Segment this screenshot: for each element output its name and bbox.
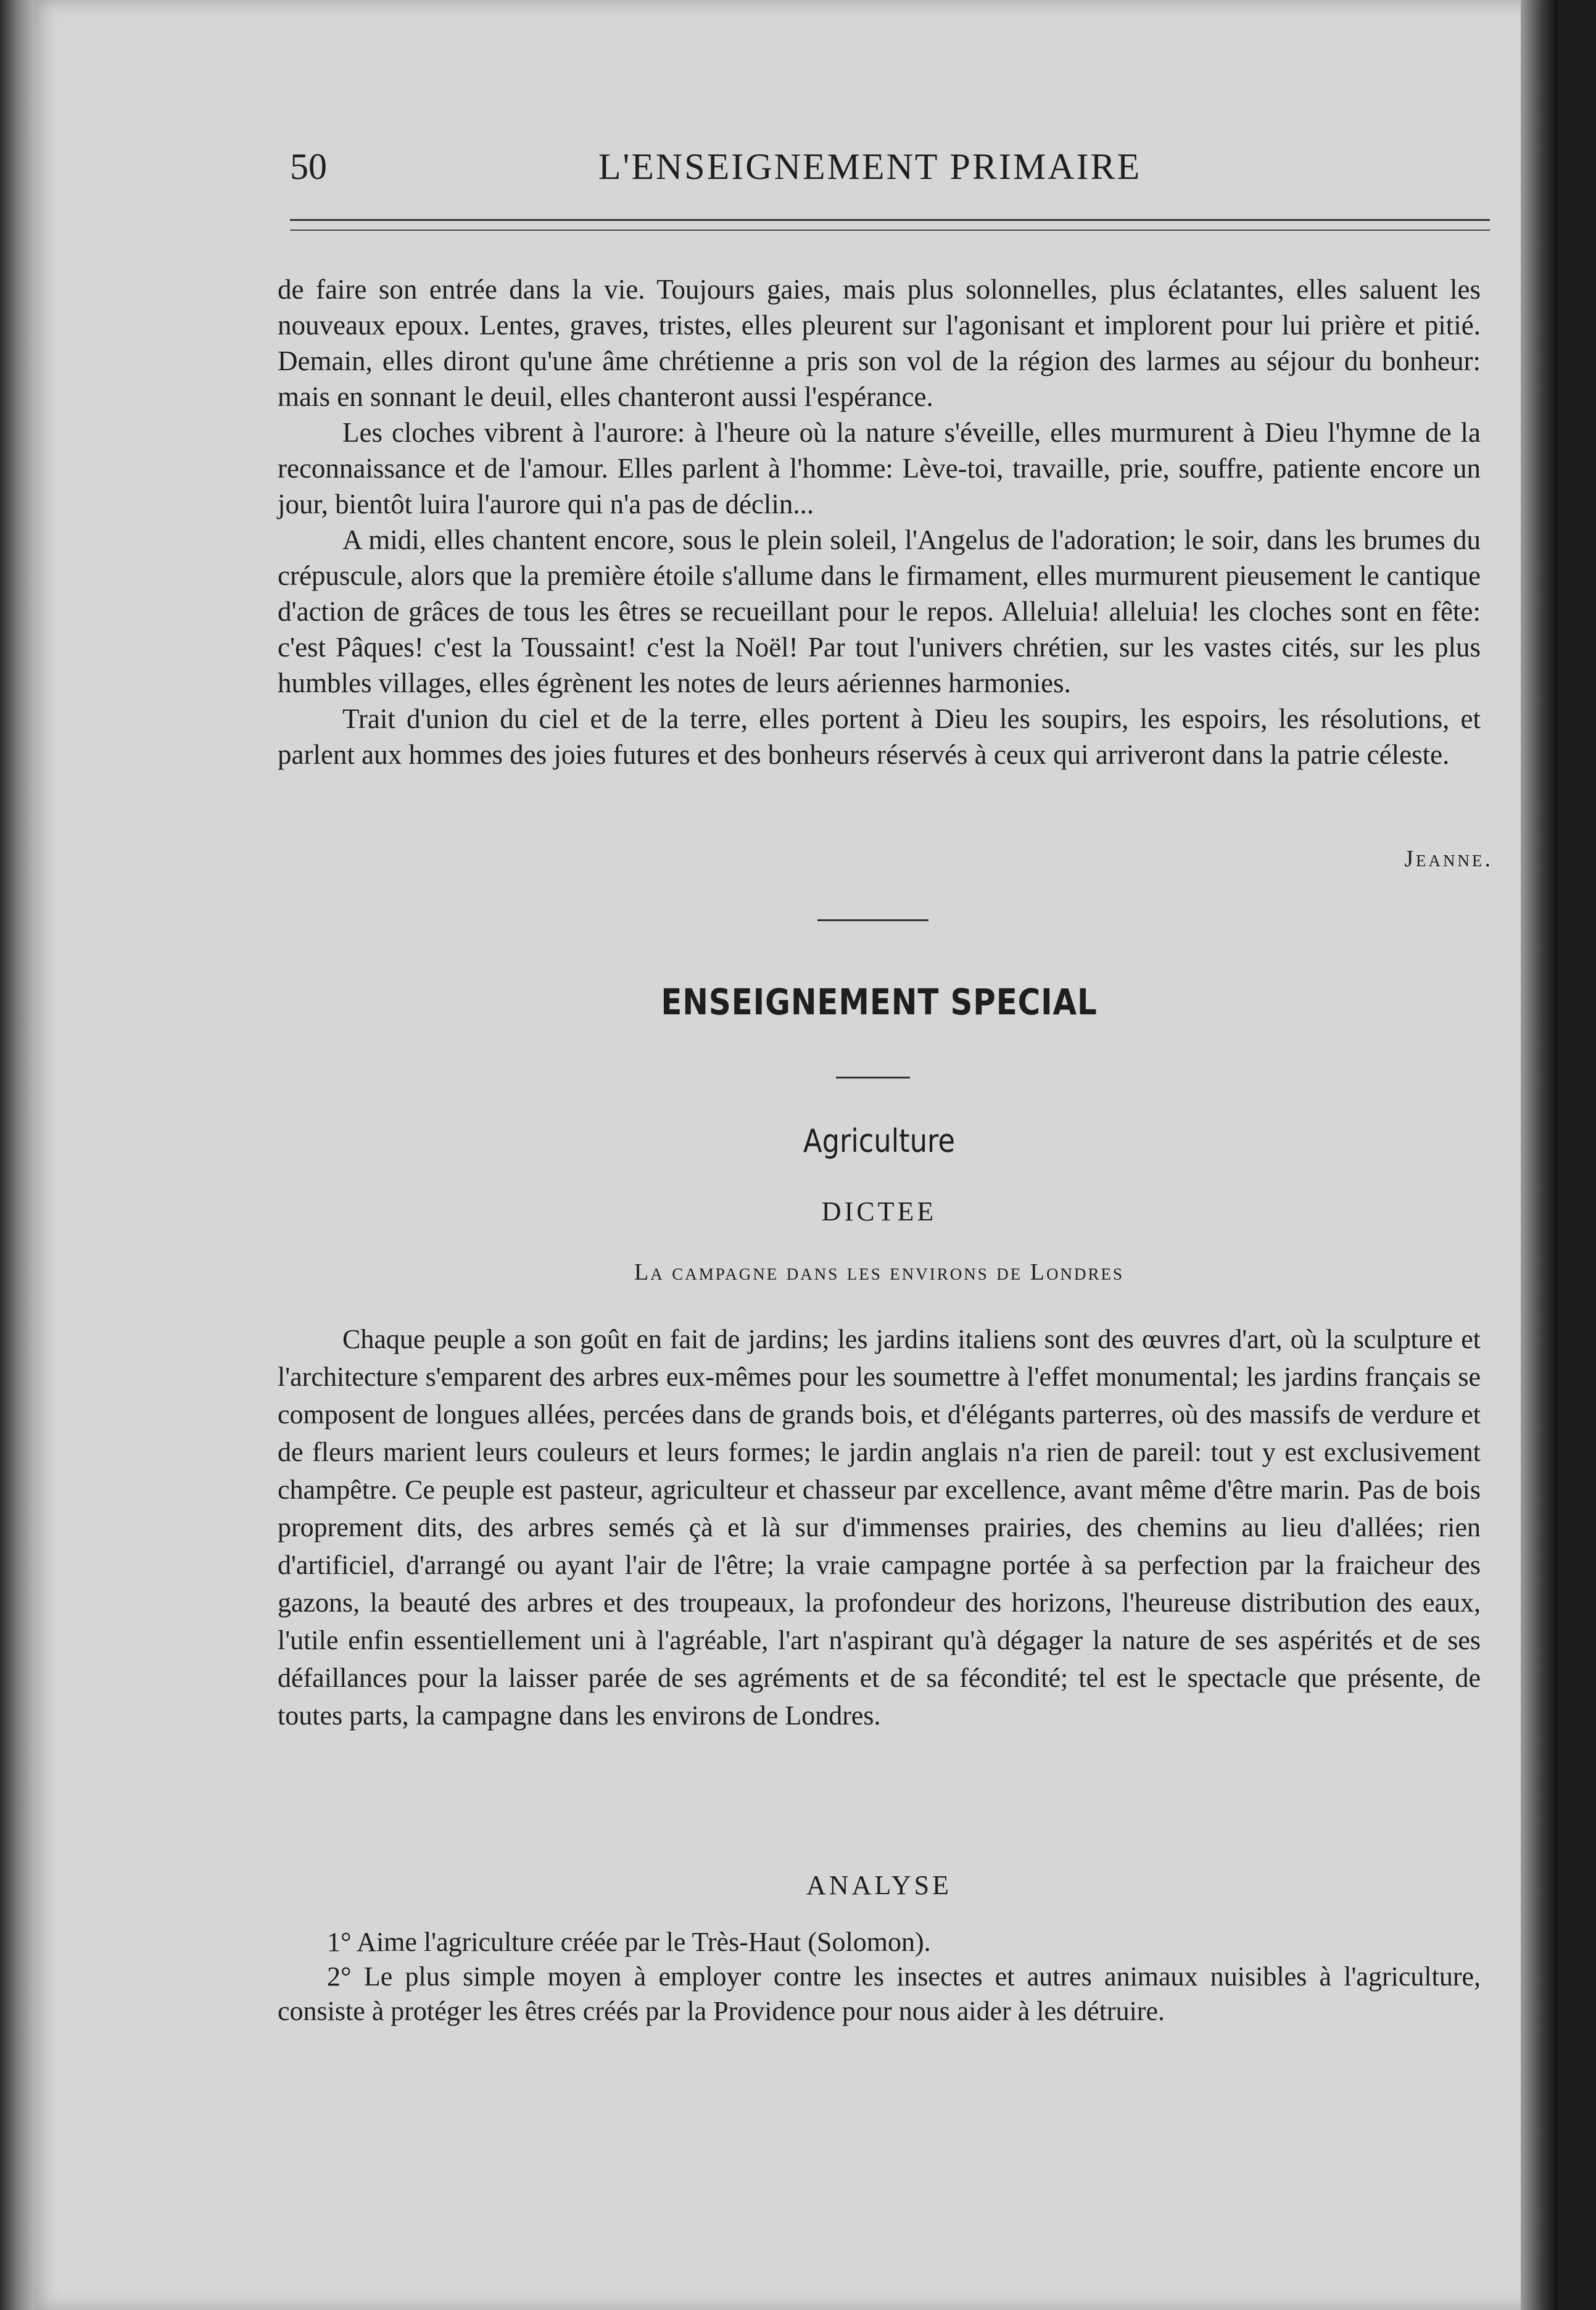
list-item: 1° Aime l'agriculture créée par le Très-Haut (Solomon). — [327, 1927, 931, 1957]
page-header — [259, 142, 1481, 197]
separator-rule — [817, 919, 928, 921]
section-subtitle: Agriculture — [803, 1123, 955, 1160]
separator-rule — [836, 1077, 910, 1078]
dictation-label: DICTEE — [821, 1196, 937, 1227]
signature: Jeanne. — [1404, 846, 1493, 872]
analysis-list — [278, 1925, 1481, 2029]
list-item: 2° Le plus simple moyen à employer contre les insectes et autres animaux nuisibles à l'agriculture, consiste à protéger les êtres créés par la Providence pour nous aider à les détruire. — [278, 1961, 1481, 2026]
scan-border-left — [0, 0, 37, 2310]
running-title: L'ENSEIGNEMENT PRIMAIRE — [598, 146, 1142, 187]
paragraph: de faire son entrée dans la vie. Toujours gaies, mais plus solonnelles, plus éclatantes, elles saluent les nouveaux epoux. Lentes, graves, tristes, elles pleurent sur l'agonisant et implorent pour lui prière et pitié. Demain, elles diront qu'une âme chrétienne a pris son vol de la région des larmes au séjour du bonheur: mais en sonnant le deuil, elles chanteront aussi l'espérance. — [278, 274, 1481, 412]
analysis-label: ANALYSE — [806, 1870, 952, 1900]
paragraph: A midi, elles chantent encore, sous le plein soleil, l'Angelus de l'adoration; le soir, dans les brumes du crépuscule, alors que la première étoile s'allume dans le firmament, elles murmurent pieusement le cantique d'action de grâces de tous les êtres se recueillant pour le repos. Alleluia! alleluia! les cloches sont en fête: c'est Pâques! c'est la Toussaint! c'est la Noël! Par tout l'univers chrétien, sur les vastes cités, sur les plus humbles villages, elles égrènent les notes de leurs aériennes harmonies. — [278, 524, 1481, 698]
dictation-title: La campagne dans les environs de Londres — [634, 1259, 1124, 1285]
page-number: 50 — [290, 146, 327, 187]
intro-text — [278, 271, 1481, 772]
book-spine — [1521, 0, 1558, 2310]
header-rule — [290, 219, 1490, 231]
paragraph: Chaque peuple a son goût en fait de jardins; les jardins italiens sont des œuvres d'art, où la sculpture et l'architecture s'emparent des arbres eux-mêmes pour les soumettre à l'effet monumental; les jardins français se composent de longues allées, percées dans de grands bois, et d'élégants parterres, où des massifs de verdure et de fleurs marient leurs couleurs et leurs formes; le jardin anglais n'a rien de pareil: tout y est exclusivement champêtre. Ce peuple est pasteur, agriculteur et chasseur par excellence, avant même d'être marin. Pas de bois proprement dits, des arbres semés çà et là sur d'immenses prairies, des chemins au lieu d'allées; rien d'artificiel, d'arrangé ou ayant l'air de l'être; la vraie campagne portée à sa perfection par la fraicheur des gazons, la beauté des arbres et des troupeaux, la profondeur des horizons, l'heureuse distribution des eaux, l'utile enfin essentiellement uni à l'agréable, l'art n'aspirant qu'à dégager la nature de ses aspérités et de ses défaillances pour la laisser parée de ses agréments et de sa fécondité; tel est le spectacle que présente, de toutes parts, la campagne dans les environs de Londres. — [278, 1324, 1481, 1731]
section-title: ENSEIGNEMENT SPECIAL — [661, 981, 1098, 1023]
paragraph: Les cloches vibrent à l'aurore: à l'heure où la nature s'éveille, elles murmurent à Dieu l'hymne de la reconnaissance et de l'amour. Elles parlent à l'homme: Lève-toi, travaille, prie, souffre, patiente encore un jour, bientôt luira l'aurore qui n'a pas de déclin... — [278, 417, 1481, 520]
paragraph: Trait d'union du ciel et de la terre, elles portent à Dieu les soupirs, les espoirs, les résolutions, et parlent aux hommes des joies futures et des bonheurs réservés à ceux qui arriveront dans la patrie céleste. — [278, 703, 1481, 770]
dictation-text — [278, 1320, 1481, 1734]
